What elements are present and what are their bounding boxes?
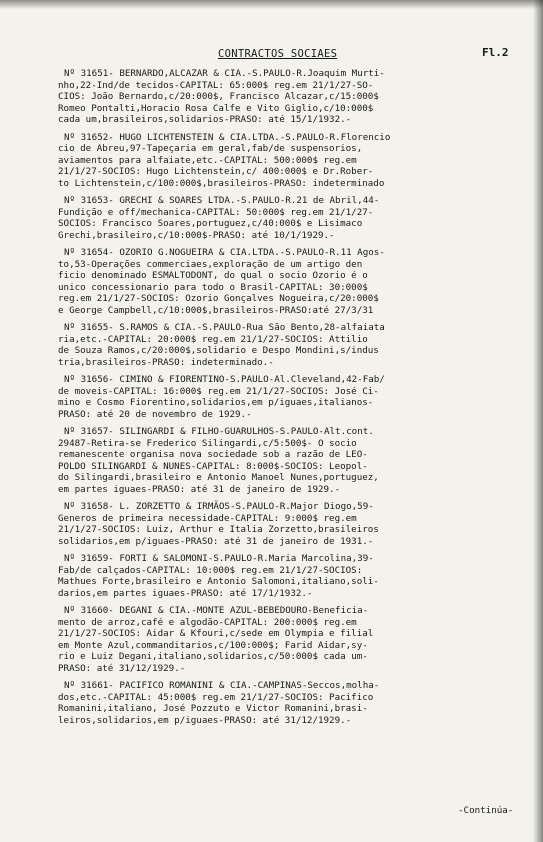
entry-line: cio de Abreu,97-Tapeçaria em geral,fab/de suspensorios,: [58, 143, 363, 154]
contract-entry: [58, 374, 528, 420]
entry-line: Generos de primeira necessidade-CAPITAL: 9:000$ reg.em: [58, 512, 357, 524]
entry-line: to Lichtenstein,c/100:000$,brasileiros-PRASO: indeterminado: [58, 177, 385, 189]
entry-line: Nº 31654- OZORIO G.NOGUEIRA & CIA.LTDA.-S.PAULO-R.11 Agos-: [64, 247, 385, 258]
contract-entry: [58, 322, 528, 368]
folio-number: Fl.2: [482, 46, 509, 59]
entry-line: Nº 31657- SILINGARDI & FILHO-GUARULHOS-S.PAULO-Alt.cont.: [64, 426, 374, 437]
contract-entry: [58, 680, 528, 726]
entry-line: Fab/de calçados-CAPITAL: 10:000$ reg.em 21/1/27-SOCIOS:: [58, 564, 363, 576]
entry-line: mino e Cosmo Fiorentino,solidarios,em p/iguaes,italianos-: [58, 397, 374, 408]
entry-line: cada um,brasileiros,solidarios-PRASO: até 15/1/1932.-: [58, 114, 352, 125]
contract-entry: [58, 195, 528, 241]
entry-line: Fundição e off/mechanica-CAPITAL: 50:000$ reg.em 21/1/27-: [58, 206, 374, 218]
entry-line: 21/1/27-SOCIOS: Hugo Lichtenstein,c/ 400:000$ e Dr.Rober-: [58, 166, 374, 177]
entry-line: Nº 31658- L. ZORZETTO & IRMÃOS-S.PAULO-R.Major Diogo,59-: [64, 501, 374, 512]
entry-line: 29487-Retira-se Frederico Silingardi,c/5:500$- O socio: [58, 437, 357, 449]
entry-line: ficio denominado ESMALTODONT, do qual o socio Ozorio é o: [58, 270, 368, 281]
entry-line: ria,etc.-CAPITAL: 20:000$ reg.em 21/1/27-SOCIOS: Attilio: [58, 333, 368, 345]
entry-line: reg.em 21/1/27-SOCIOS: Ozorio Gonçalves Nogueira,c/20:000$: [58, 293, 379, 304]
entry-line: unico concessionario para todo o Brasil-CAPITAL: 30:000$: [58, 281, 368, 293]
contract-entry: [58, 605, 528, 674]
contract-entry: [58, 247, 528, 316]
entry-line: rio e Luiz Degani,italiano,solidarios,c/50:000$ cada um-: [58, 651, 368, 662]
contract-entry: [58, 68, 528, 126]
entry-line: PRASO: até 20 de novembro de 1929.-: [58, 408, 252, 420]
continued-note: -Continúa-: [458, 805, 514, 816]
contract-entry: [58, 553, 528, 599]
entry-line: dos,etc.-CAPITAL: 45:000$ reg.em 21/1/27-SOCIOS: Pacifico: [58, 691, 374, 703]
entry-line: aviamentos para alfaiate,etc.-CAPITAL: 500:000$ reg.em: [58, 154, 357, 166]
scan-shadow-top: [0, 0, 543, 9]
entries-list: [58, 68, 528, 732]
entry-line: SOCIOS: Francisco Soares,portuguez,c/40:000$ e Lisimaco: [58, 218, 363, 229]
entry-line: do Silingardi,brasileiro e Antonio Manoel Nunes,portuguez,: [58, 472, 379, 483]
entry-line: mento de arroz,café e algodão-CAPITAL: 200:000$ reg.em: [58, 616, 357, 628]
contract-entry: [58, 426, 528, 495]
entry-line: Nº 31652- HUGO LICHTENSTEIN & CIA.LTDA.-S.PAULO-R.Florencio: [64, 131, 391, 143]
entry-line: nho,22-Ind/de tecidos-CAPITAL: 65:000$ reg.em 21/1/27-SO-: [58, 79, 374, 91]
entry-line: em partes iguaes-PRASO: até 31 de janeiro de 1929.-: [58, 483, 341, 495]
entry-line: Nº 31661- PACIFICO ROMANINI & CIA.-CAMPINAS-Seccos,molha-: [64, 680, 380, 691]
entry-line: 21/1/27-SOCIOS: Luiz, Arthur e Italia Zorzetto,brasileiros: [58, 524, 379, 535]
entry-line: Grechi,brasileiro,c/10:000$-PRASO: até 10/1/1929.-: [58, 229, 335, 241]
page-header: [0, 48, 543, 62]
entry-line: e George Campbell,c/10:000$,brasileiros-PRASO:até 27/3/31: [58, 304, 374, 316]
entry-line: Nº 31656- CIMINO & FIORENTINO-S.PAULO-Al.Cleveland,42-Fab/: [64, 374, 385, 385]
entry-line: Mathues Forte,brasileiro e Antonio Salomoni,italiano,soli-: [58, 576, 379, 587]
entry-line: Nº 31659- FORTI & SALOMONI-S.PAULO-R.Maria Marcolina,39-: [64, 553, 374, 564]
entry-line: Nº 31660- DEGANI & CIA.-MONTE AZUL-BEBEDOURO-Beneficia-: [64, 605, 369, 616]
entry-line: darios,em partes iguaes-PRASO: até 17/1/1932.-: [58, 587, 313, 599]
entry-line: Nº 31655- S.RAMOS & CIA.-S.PAULO-Rua São Bento,28-alfaiata: [64, 322, 385, 333]
entry-line: remanescente organisa nova sociedade sob a razão de LEO-: [58, 449, 368, 460]
entry-line: Romeo Pontalti,Horacio Rosa Calfe e Vito Giglio,c/10:000$: [58, 102, 374, 114]
page-title: CONTRACTOS SOCIAES: [218, 48, 338, 60]
entry-line: de moveis-CAPITAL: 16:000$ reg.em 21/1/27-SOCIOS: José Ci-: [58, 385, 379, 397]
entry-line: leiros,solidarios,em p/iguaes-PRASO: até 31/12/1929.-: [58, 714, 352, 726]
entry-line: Romanini,italiano, José Pozzuto e Victor Romanini,brasi-: [58, 703, 368, 714]
entry-line: de Souza Ramos,c/20:000$,solidario e Despo Mondini,s/indus: [58, 345, 379, 356]
scan-shadow-right: [533, 0, 543, 842]
contract-entry: [58, 132, 528, 190]
entry-line: CIOS: João Bernardo,c/20:000$, Francisco Alcazar,c/15:000$: [58, 91, 379, 102]
entry-line: 21/1/27-SOCIOS: Aidar & Kfouri,c/sede em Olympia e filial: [58, 628, 374, 639]
entry-line: em Monte Azul,commanditarios,c/100:000$; Farid Aidar,sy-: [58, 639, 368, 651]
entry-line: POLDO SILINGARDI & NUNES-CAPITAL: 8:000$-SOCIOS: Leopol-: [58, 460, 368, 472]
entry-line: solidarios,em p/iguaes-PRASO: até 31 de janeiro de 1931.-: [58, 535, 374, 547]
entry-line: to,53-Operações commerciaes,exploração de um artigo den: [58, 258, 363, 270]
entry-line: Nº 31651- BERNARDO,ALCAZAR & CIA.-S.PAULO-R.Joaquim Murti-: [64, 68, 385, 79]
entry-line: tria,brasileiros-PRASO: indeterminado.-: [58, 356, 274, 368]
entry-line: PRASO: até 31/12/1929.-: [58, 662, 186, 674]
entry-line: Nº 31653- GRECHI & SOARES LTDA.-S.PAULO-R.21 de Abril,44-: [64, 195, 380, 206]
contract-entry: [58, 501, 528, 547]
